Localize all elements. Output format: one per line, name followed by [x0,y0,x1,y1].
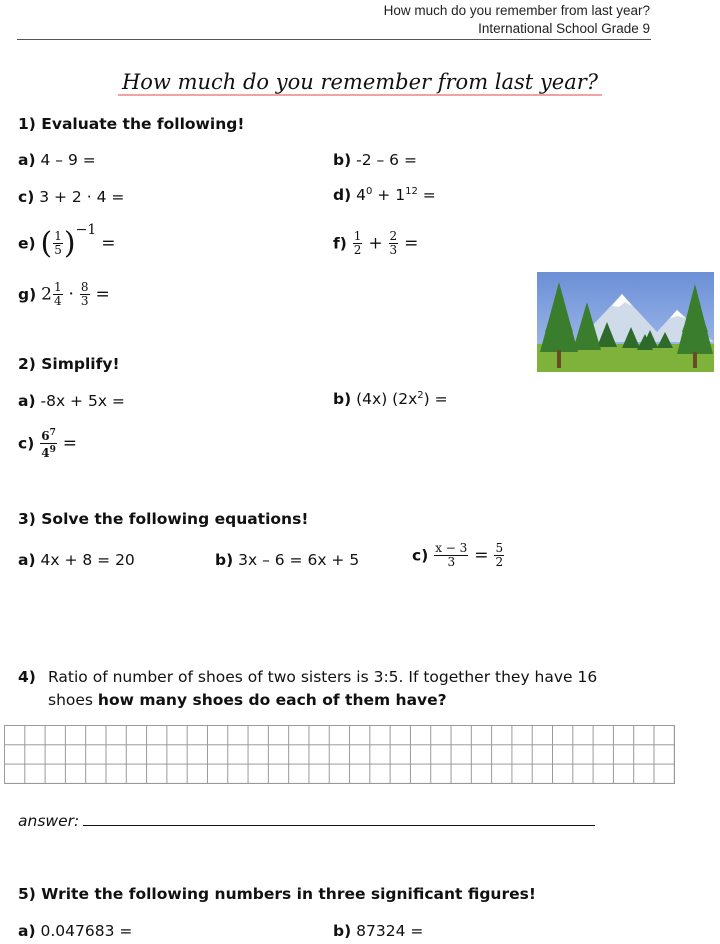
problem-1a: a) 4 – 9 = [18,151,96,169]
section-4-number: 4) [18,668,36,686]
answer-line[interactable]: answer: [18,812,595,830]
problem-1e: e) ( $\frac{1}{5}$ )$^{-1}$ = [18,221,116,261]
working-grid[interactable] [4,725,675,784]
problem-5a: a) 0.047683 = [18,922,133,940]
section-4-text-line-2: shoes how many shoes do each of them have? [48,691,447,709]
problem-3b: b) 3x – 6 = 6x + 5 [215,551,360,569]
problem-3c: c) $\frac{x - 3}{3}$ = $\frac{5}{2}$ [412,541,504,569]
mountain-forest-illustration [537,272,714,372]
page-title: How much do you remember from last year? [0,70,720,94]
problem-2c: c) $\frac{6^7}{4^9}$ = [18,428,78,460]
section-4-text-line-1: Ratio of number of shoes of two sisters is 3:5. If together they have 16 [48,668,598,686]
section-1-heading: 1) Evaluate the following! [18,115,245,133]
problem-2b: b) (4x) $(2x^2)$ = [333,390,448,409]
problem-1d: d) $4^0 + 1^{12}$ = [333,186,436,205]
section-5-heading: 5) Write the following numbers in three significant figures! [18,885,536,903]
header-line-1: How much do you remember from last year? [383,3,650,18]
problem-1b: b) -2 – 6 = [333,151,417,169]
header-line-2: International School Grade 9 [478,21,650,36]
problem-5b: b) 87324 = [333,922,424,940]
section-3-heading: 3) Solve the following equations! [18,510,309,528]
problem-2a: a) -8x + 5x = [18,392,125,410]
problem-1g: g) 2 $\frac{1}{4}$ · $\frac{8}{3}$ = [18,280,110,308]
problem-3a: a) 4x + 8 = 20 [18,551,135,569]
header-divider [17,39,651,40]
problem-1f: f) $\frac{1}{2}$ + $\frac{2}{3}$ = [333,229,419,257]
section-2-heading: 2) Simplify! [18,355,120,373]
problem-1c: c) 3 + 2 · 4 = [18,188,125,206]
